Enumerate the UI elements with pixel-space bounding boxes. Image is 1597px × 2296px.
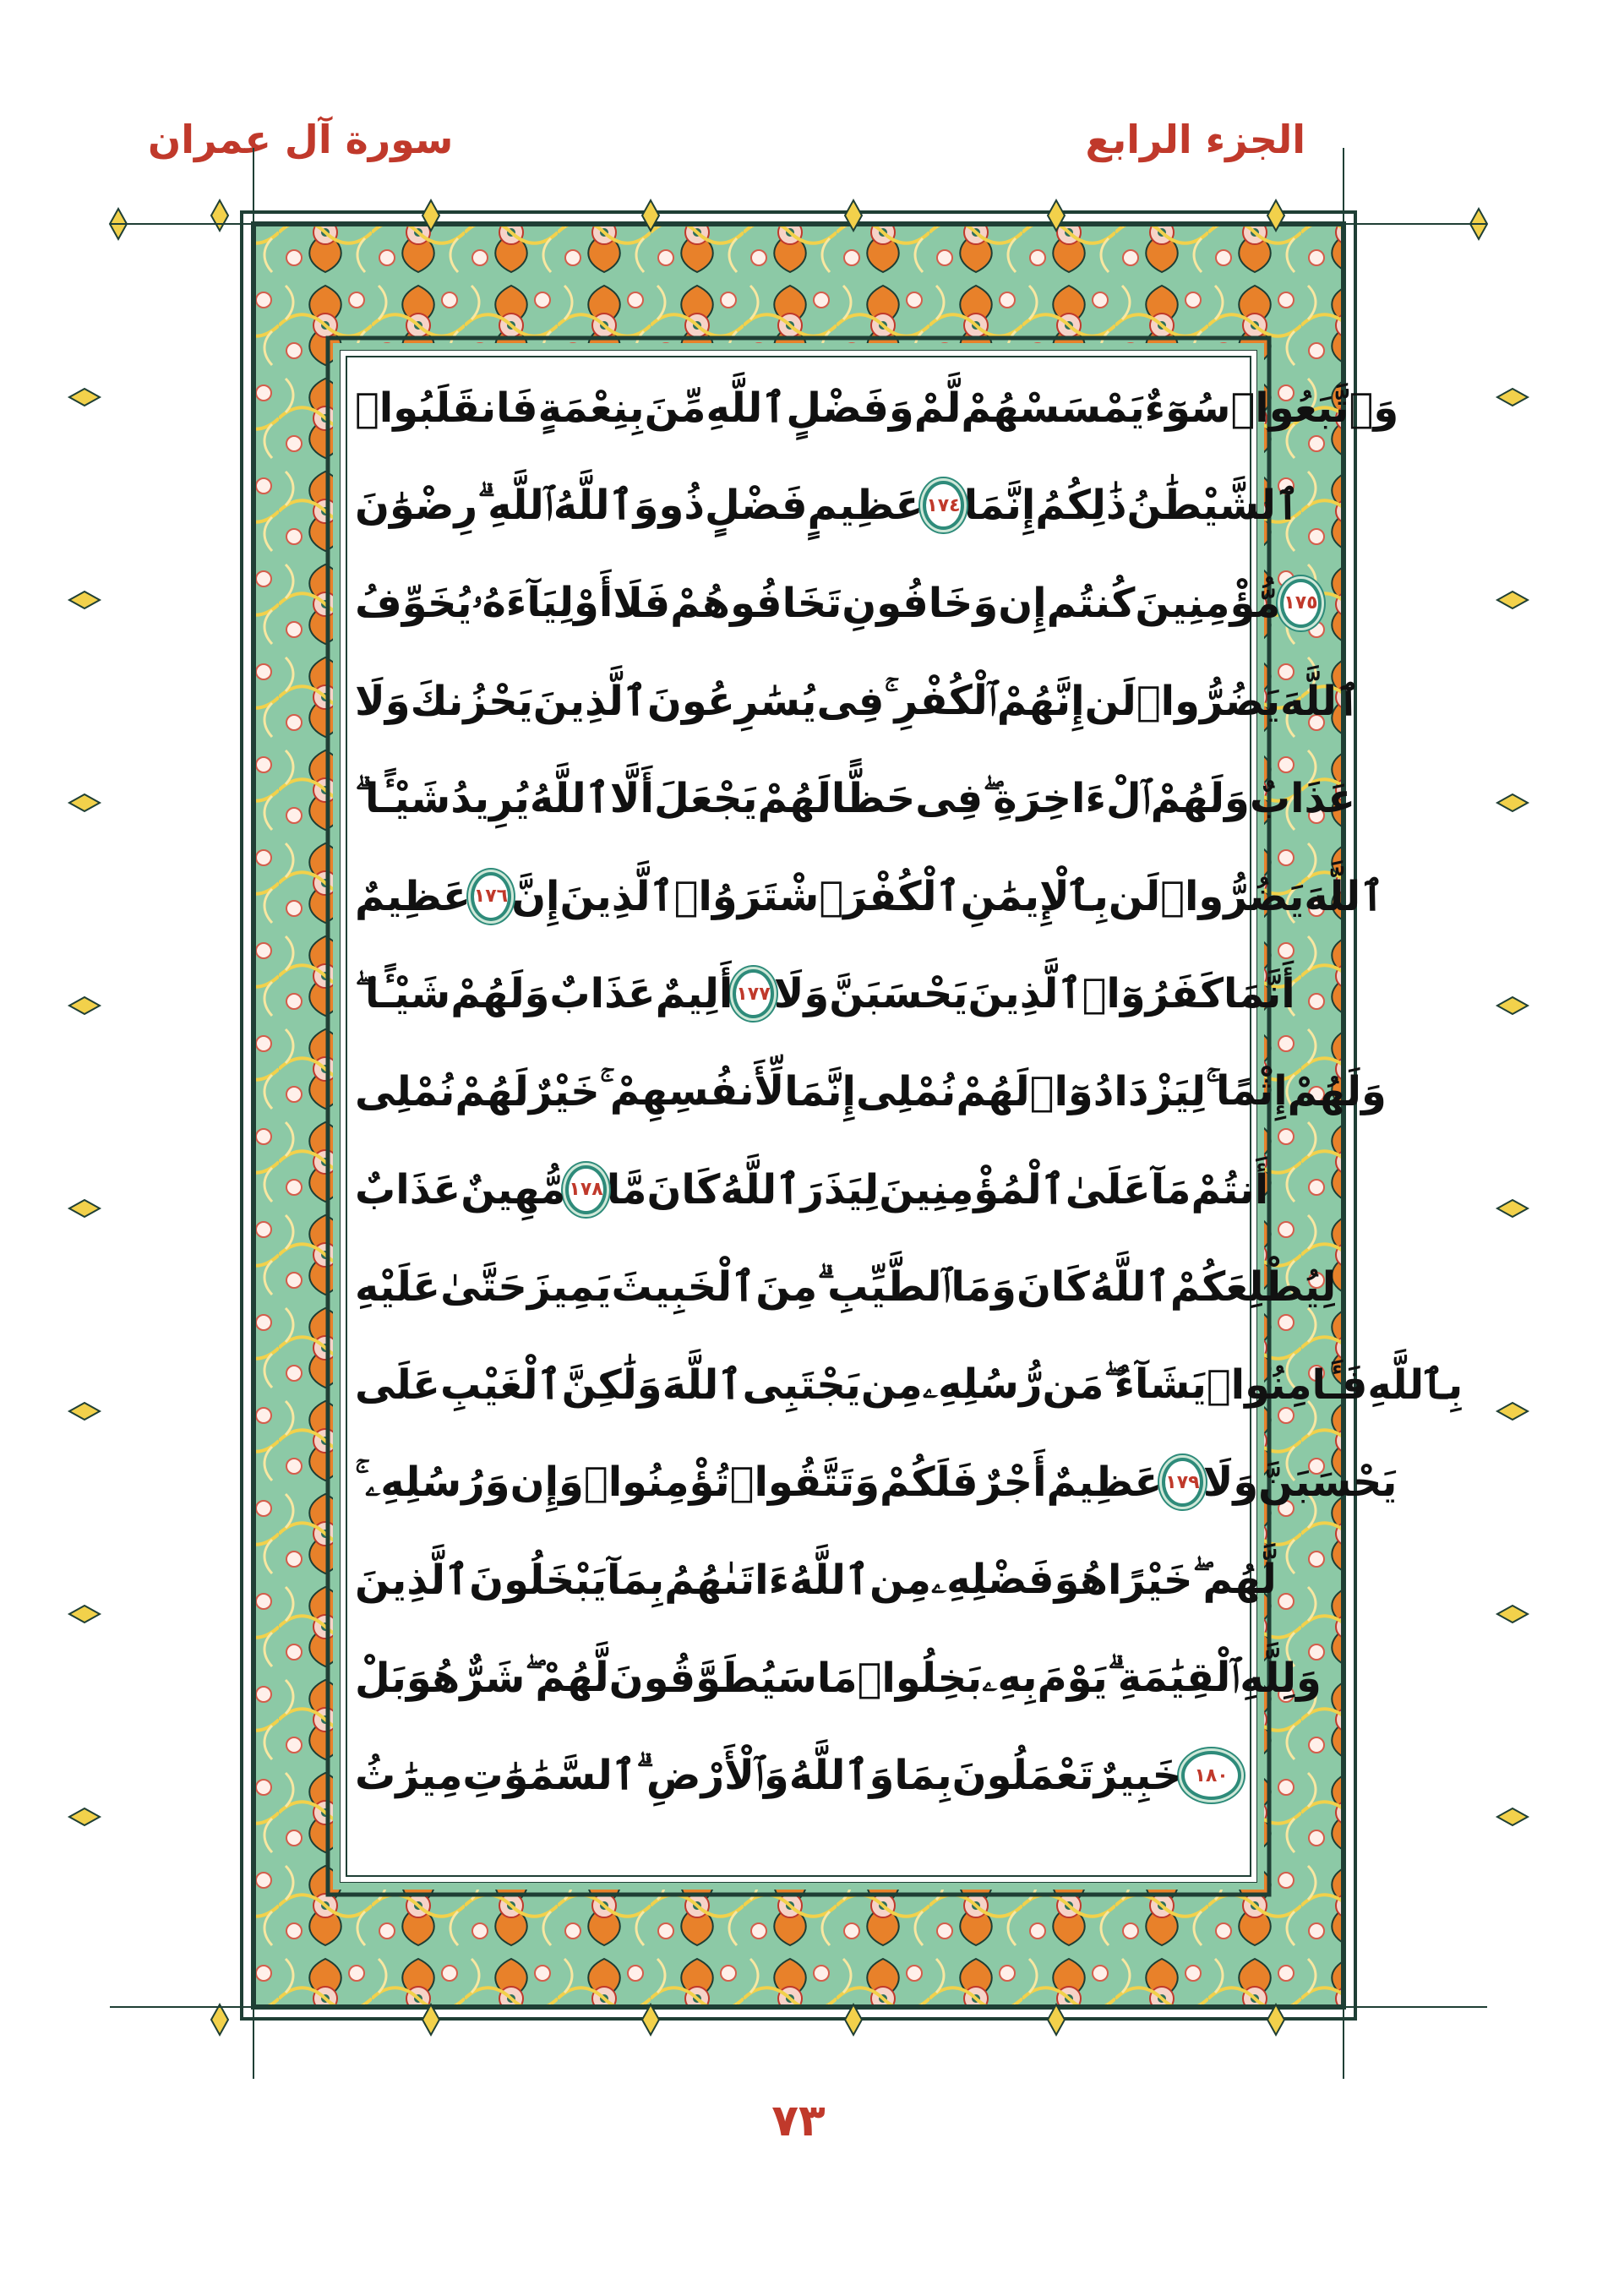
verse-word: خَيْرًا <box>1107 1556 1193 1604</box>
verse-word: كَفَرُوٓا۟ <box>1082 970 1224 1018</box>
verse-word: وَلَٰكِنَّ <box>561 1361 662 1409</box>
verse-word: ٱلْقِيَٰمَةِ ۗ <box>1107 1654 1240 1702</box>
verse-word: بِهِۦ <box>982 1654 1038 1702</box>
verse-word: أَنَّمَا <box>1223 970 1295 1018</box>
verse-word: مُّهِينٌ <box>461 1165 566 1213</box>
verse-word: رُّسُلِهِۦ <box>922 1361 1043 1409</box>
verse-word: يَمْسَسْهُمْ <box>961 384 1145 432</box>
verse-word: ٱلشَّيْطَٰنُ <box>1126 482 1300 530</box>
verse-word: وَخَافُونِ <box>842 579 999 627</box>
verse-line <box>355 457 1300 555</box>
verse-word: ٱلَّذِينَ <box>559 872 674 920</box>
verse-word: إِنَّمَا <box>963 482 1036 530</box>
verse-word: لَّهُمْ ۖ <box>525 1654 609 1702</box>
verse-word: يَضُرُّوا۟ <box>1160 872 1305 920</box>
verse-word: حَتَّىٰ <box>440 1263 527 1312</box>
verse-word: خَبِيرٌ <box>1093 1752 1182 1800</box>
verse-word: بَلْ <box>355 1654 406 1702</box>
ayah-marker: ١٧٨ <box>565 1165 606 1214</box>
verse-word: أَوْلِيَآءَهُۥ <box>471 579 613 627</box>
verse-word: فَلَا <box>613 579 671 627</box>
verse-line <box>355 1434 1398 1532</box>
verse-word: لَن <box>1084 677 1136 725</box>
verse-word: يَحْسَبَنَّ <box>1258 1459 1398 1507</box>
verse-word: شَرٌّ <box>460 1654 526 1702</box>
verse-word: هُوَ <box>1054 1556 1108 1604</box>
verse-word: مِيرَٰثُ <box>355 1752 463 1800</box>
verse-word: ٱللَّهِ ۗ <box>477 481 553 529</box>
verse-word: وَلَا <box>1202 1459 1259 1507</box>
verse-word: أَلَّا <box>609 775 654 823</box>
verse-word: ٱلْغَيْبِ <box>439 1361 562 1409</box>
verse-line <box>355 750 1356 848</box>
verse-word: ٱلْكُفْرِ ۚ <box>884 677 997 725</box>
verse-word: مِن <box>869 1556 931 1604</box>
verse-word: فَضْلِهِۦ <box>930 1556 1055 1604</box>
verse-word: وَٱلْأَرْضِ ۗ <box>635 1751 789 1799</box>
verse-word: بِمَا <box>894 1752 952 1800</box>
verse-word: يَجْتَبِى <box>742 1361 861 1409</box>
verse-word: وَلَهُمْ <box>1150 775 1250 823</box>
verse-word: لَّهُم ۖ <box>1192 1556 1277 1604</box>
verse-word: عَذَابٌ <box>355 1165 461 1213</box>
verse-word: ٱشْتَرَوُا۟ <box>673 872 844 920</box>
verse-word: كَانَ <box>1016 1263 1090 1312</box>
verse-word: يُخَوِّفُ <box>355 579 472 627</box>
verse-word: فَضْلٍ <box>704 482 808 530</box>
verse-word: وَٱتَّبَعُوا۟ <box>1230 384 1399 432</box>
verse-word: بِٱللَّهِ <box>1367 1361 1463 1409</box>
verse-word: عَلَيْهِ <box>355 1263 441 1312</box>
verse-line <box>355 1238 1337 1336</box>
verse-word: لَن <box>1108 872 1161 920</box>
verse-word: مُّؤْمِنِينَ <box>1135 579 1281 627</box>
verse-word: وَلَا <box>773 970 830 1018</box>
verse-word: يَضُرُّوا۟ <box>1136 677 1281 725</box>
verse-word: ٱلَّذِينَ <box>967 970 1082 1018</box>
verse-word: سَيُطَوَّقُونَ <box>608 1654 817 1702</box>
verse-word: كَانَ <box>646 1165 721 1213</box>
verse-word: فَـَٔامِنُوا۟ <box>1206 1361 1368 1409</box>
verse-word: ذَٰلِكُمُ <box>1035 482 1127 530</box>
verse-word: ٱلَّذِينَ <box>355 1556 470 1604</box>
verse-word: ٱلسَّمَٰوَٰتِ <box>462 1752 636 1800</box>
verse-word: ٱللَّهُ <box>529 775 610 823</box>
ayah-marker: ١٧٩ <box>1162 1458 1202 1507</box>
verse-word: يَشَآءُ ۖ <box>1104 1361 1207 1409</box>
ayah-marker: ١٧٥ <box>1280 579 1321 628</box>
verse-word: بِمَآ <box>606 1556 665 1604</box>
verse-word: يُرِيدُ <box>450 775 530 823</box>
verse-word: شَيْـًٔا ۗ <box>355 774 451 822</box>
verse-word: ٱللَّهُ <box>720 1165 801 1213</box>
verse-word: ٱلَّذِينَ <box>532 677 647 725</box>
verse-word: نُمْلِى <box>855 1067 957 1115</box>
verse-word: إِثْمًا ۚ <box>1205 1067 1288 1115</box>
verse-word: يَجْعَلَ <box>653 775 758 823</box>
verse-word: ءَاتَىٰهُمُ <box>664 1556 790 1604</box>
verse-word: ٱللَّهَ <box>1304 872 1385 920</box>
verse-word: وَرُسُلِهِۦ ۚ <box>355 1458 510 1506</box>
verse-word: وَمَا <box>951 1263 1017 1312</box>
verse-word: عَظِيمٌ <box>1046 1459 1163 1507</box>
verse-line <box>355 946 1295 1044</box>
verse-word: وَٱللَّهُ <box>553 482 659 530</box>
verse-word: لَهُمْ <box>757 775 831 823</box>
verse-word: عَذَابٌ <box>549 970 656 1018</box>
verse-word: مَن <box>1042 1361 1104 1409</box>
verse-word: أَلِيمٌ <box>655 970 733 1018</box>
verse-word: إِنَّ <box>511 872 560 920</box>
verse-word: وَفَضْلٍ <box>786 384 914 432</box>
verse-word: سُوٓءٌ <box>1144 384 1231 432</box>
verse-word: ٱلْمُؤْمِنِينَ <box>879 1165 1066 1213</box>
verse-word: ٱللَّهُ <box>1089 1263 1170 1312</box>
verse-word: ٱللَّهَ <box>1280 677 1360 725</box>
verse-word: لَّمْ <box>913 384 962 432</box>
verse-word: ٱللَّهَ <box>662 1361 743 1409</box>
quran-text-panel <box>348 359 1463 1825</box>
surah-title: سورة آل عمران <box>148 117 454 162</box>
verse-line <box>355 1336 1463 1434</box>
verse-line <box>355 554 1318 652</box>
page-number: ٧٣ <box>771 2096 826 2146</box>
verse-word: عَلَى <box>355 1361 440 1409</box>
verse-word: وَٱللَّهُ <box>788 1752 895 1800</box>
verse-word: وَلِلَّهِ <box>1240 1654 1322 1702</box>
verse-word: إِن <box>998 579 1047 627</box>
verse-word: إِنَّهُمْ <box>996 677 1085 725</box>
verse-word: عَذَابٌ <box>1249 775 1356 823</box>
verse-word: لِّأَنفُسِهِمْ ۚ <box>599 1067 785 1115</box>
verse-word: ٱلْءَاخِرَةِ ۖ <box>983 774 1151 822</box>
verse-word: يَمِيزَ <box>526 1263 612 1312</box>
verse-word: نُمْلِى <box>355 1067 455 1115</box>
verse-word: فِى <box>816 677 885 725</box>
verse-word: ٱللَّهِ <box>706 384 787 432</box>
verse-word: وَلَهُمْ <box>1287 1067 1387 1115</box>
verse-line <box>355 1531 1277 1629</box>
verse-line <box>355 1726 1241 1824</box>
verse-word: إِنَّمَا <box>784 1067 856 1115</box>
verse-line <box>355 1043 1387 1141</box>
verse-word: مَآ <box>1150 1165 1191 1213</box>
verse-word: ٱلْكُفْرَ <box>843 872 961 920</box>
verse-word: مِّنَ <box>644 384 706 432</box>
ayah-marker: ١٧٤ <box>923 481 963 530</box>
verse-word: ٱلطَّيِّبِ ۗ <box>817 1263 951 1311</box>
verse-line <box>355 848 1385 946</box>
verse-word: كُنتُم <box>1046 579 1136 627</box>
verse-line <box>355 652 1360 750</box>
verse-word: وَإِن <box>510 1459 584 1507</box>
verse-word: أَجْرٌ <box>978 1459 1047 1507</box>
verse-word: تَعْمَلُونَ <box>951 1752 1094 1800</box>
verse-word: عَظِيمٌ <box>355 872 471 920</box>
verse-word: بِٱلْإِيمَٰنِ <box>960 872 1109 920</box>
verse-word: مِنَ <box>755 1263 818 1312</box>
verse-word: فَلَكُمْ <box>880 1459 978 1507</box>
verse-word: يَوْمَ <box>1037 1654 1108 1702</box>
verse-word: يَحْزُنكَ <box>410 677 533 725</box>
verse-word: ذُو <box>658 482 705 530</box>
verse-word: فِى <box>915 775 984 823</box>
verse-word: رِضْوَٰنَ <box>355 482 478 530</box>
verse-word: يَحْسَبَنَّ <box>829 970 968 1018</box>
verse-word: لِيَزْدَادُوٓا۟ <box>1029 1067 1206 1115</box>
ayah-marker: ١٨٠ <box>1181 1751 1241 1800</box>
verse-word: يَبْخَلُونَ <box>469 1556 607 1604</box>
verse-word: شَيْـًٔا ۖ <box>355 969 451 1017</box>
verse-word: عَظِيمٍ <box>807 482 924 530</box>
verse-word: لِيَذَرَ <box>800 1165 880 1213</box>
verse-word: يُسَٰرِعُونَ <box>646 677 817 725</box>
verse-word: أَنتُمْ <box>1191 1165 1269 1213</box>
verse-word: ٱلْخَبِيثَ <box>611 1263 756 1312</box>
verse-word: تَخَافُوهُمْ <box>670 579 842 627</box>
verse-word: لَهُمْ <box>455 1067 529 1115</box>
juz-title: الجزء الرابع <box>1085 117 1305 162</box>
verse-word: تُؤْمِنُوا۟ <box>583 1459 730 1507</box>
verse-line <box>355 1141 1269 1239</box>
verse-word: وَلَا <box>355 677 411 725</box>
verse-word: بِنِعْمَةٍ <box>537 384 645 432</box>
verse-word: وَلَهُمْ <box>450 970 550 1018</box>
verse-line <box>355 1629 1322 1727</box>
verse-word: لِيُطْلِعَكُمْ <box>1169 1263 1337 1312</box>
verse-word: فَانقَلَبُوا۟ <box>355 384 538 432</box>
verse-word: لَهُمْ <box>956 1067 1030 1115</box>
verse-word: بَخِلُوا۟ <box>857 1654 983 1702</box>
verse-word: خَيْرٌ <box>528 1067 600 1115</box>
verse-line <box>355 359 1399 457</box>
ayah-marker: ١٧٧ <box>733 969 773 1018</box>
verse-word: مَّا <box>606 1165 647 1213</box>
verse-word: عَلَىٰ <box>1065 1165 1151 1213</box>
verse-word: حَظًّا <box>831 775 916 823</box>
verse-word: مِن <box>860 1361 923 1409</box>
verse-word: ٱللَّهُ <box>789 1556 869 1604</box>
verse-word: هُوَ <box>406 1654 461 1702</box>
verse-word: مَا <box>816 1654 858 1702</box>
ayah-marker: ١٧٦ <box>471 872 511 921</box>
verse-word: وَتَتَّقُوا۟ <box>729 1459 880 1507</box>
